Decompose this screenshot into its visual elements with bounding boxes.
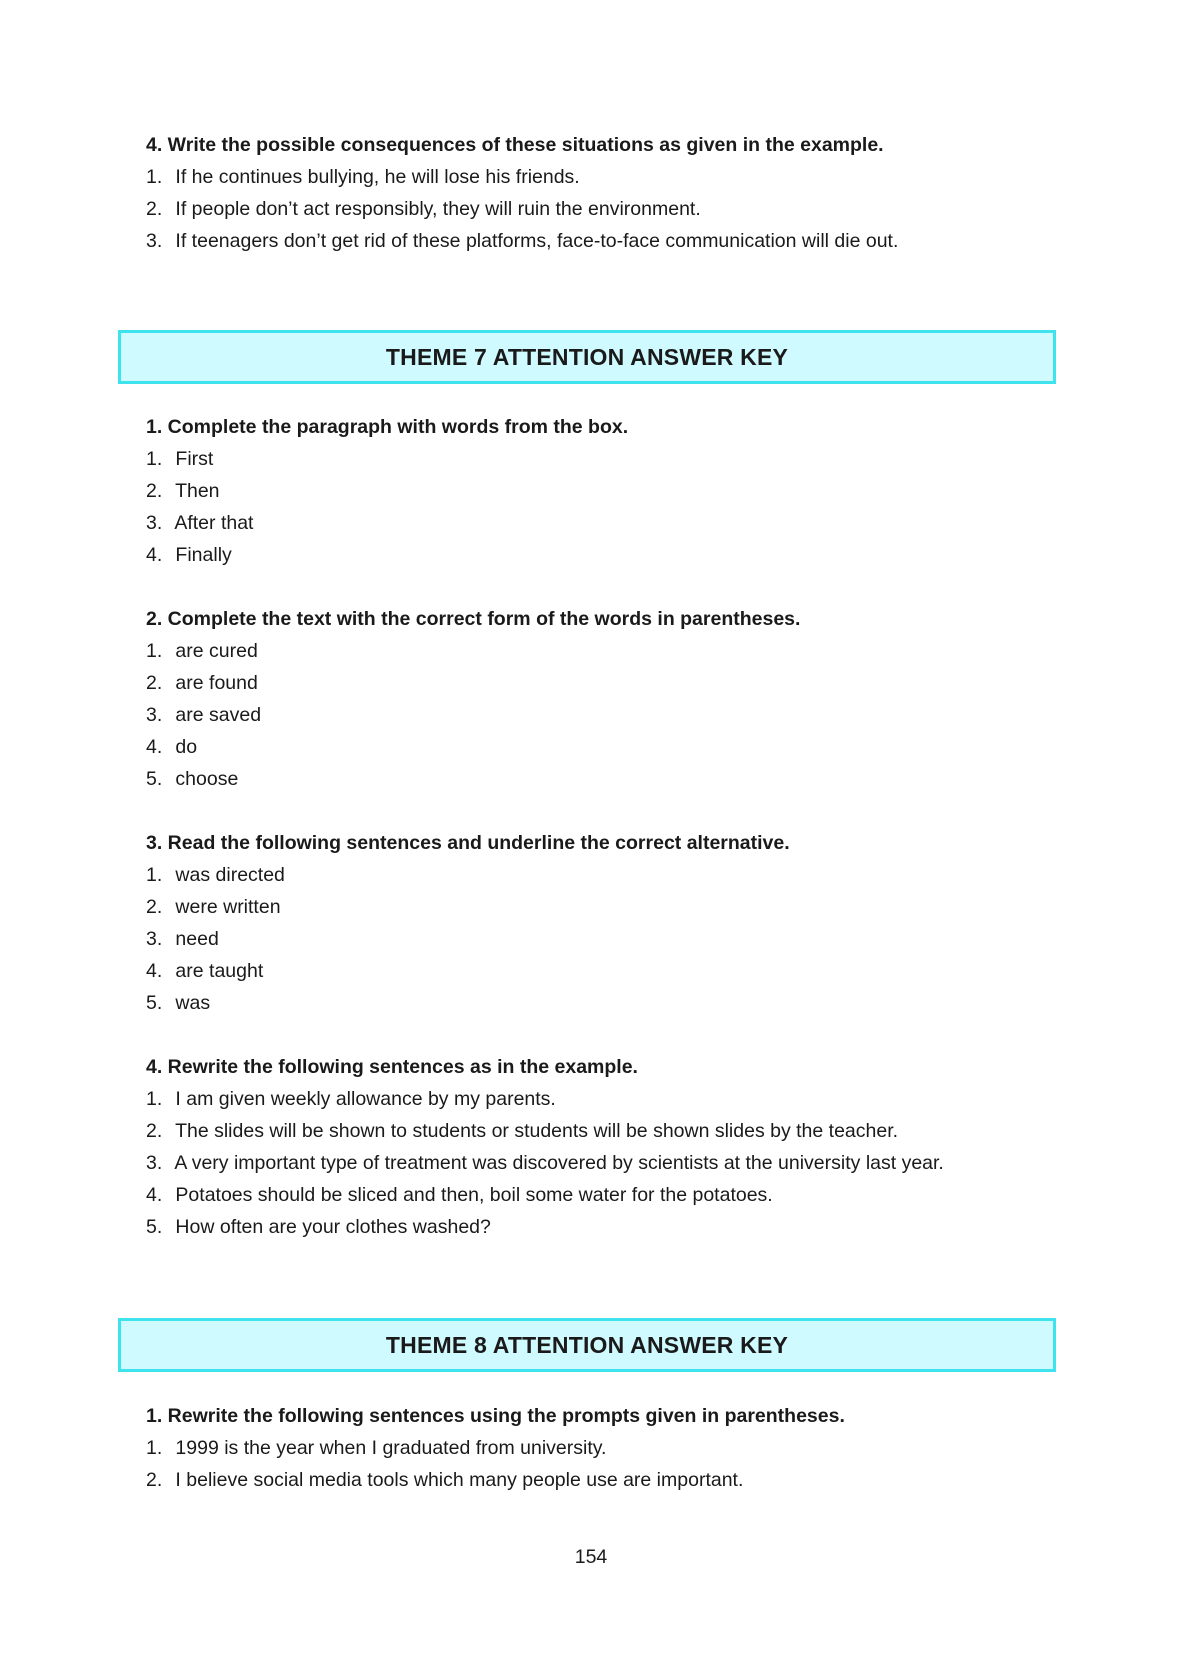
exercise-heading: 2. Complete the text with the correct form of the words in parentheses. [146,608,801,630]
answer-item [146,667,1046,699]
theme-8-header [118,1318,1056,1372]
answer-number: 3. [146,928,163,950]
answer-number: 4. [146,960,163,982]
page-number: 154 [574,1546,608,1568]
answer-item [146,923,1046,955]
answer-number: 5. [146,992,163,1014]
answer-text: are cured [175,640,258,662]
answer-item [146,1147,1046,1179]
answer-number: 4. [146,1184,163,1206]
answer-item [146,987,1046,1019]
exercise-block [146,603,1046,795]
theme-7-header [118,330,1056,384]
exercise-block [146,411,1046,571]
answer-text: I am given weekly allowance by my parents. [175,1088,556,1110]
answer-item [146,859,1046,891]
answer-item [146,699,1046,731]
answer-item [146,475,1046,507]
exercise-heading: 1. Complete the paragraph with words from the box. [146,416,629,438]
answer-number: 1. [146,640,163,662]
exercise-block [146,1051,1046,1243]
answer-number: 1. [146,1088,163,1110]
answer-number: 2. [146,1469,163,1491]
answer-number: 2. [146,896,163,918]
answer-text: was directed [175,864,285,886]
answer-number: 4. [146,544,163,566]
answer-number: 3. [146,704,163,726]
answer-text: Then [175,480,220,502]
answer-number: 1. [146,166,163,188]
answer-text: Finally [175,544,232,566]
answer-item [146,193,1046,225]
answer-item [146,731,1046,763]
answer-text: are found [175,672,258,694]
answer-text: If people don’t act responsibly, they will ruin the environment. [175,198,701,220]
answer-text: First [175,448,214,470]
answer-item [146,539,1046,571]
answer-item [146,161,1046,193]
answer-text: 1999 is the year when I graduated from university. [175,1437,607,1459]
answer-number: 3. [146,512,163,534]
answer-number: 2. [146,1120,163,1142]
answer-number: 4. [146,736,163,758]
answer-text: The slides will be shown to students or students will be shown slides by the teacher. [175,1120,899,1142]
answer-item [146,891,1046,923]
answer-number: 1. [146,1437,163,1459]
answer-text: were written [175,896,281,918]
answer-number: 1. [146,864,163,886]
answer-text: How often are your clothes washed? [175,1216,491,1238]
theme-title: THEME 7 ATTENTION ANSWER KEY [385,343,789,370]
exercise-heading: 4. Write the possible consequences of these situations as given in the example. [146,134,884,156]
answer-item [146,635,1046,667]
answer-number: 5. [146,768,163,790]
exercise-heading: 3. Read the following sentences and underline the correct alternative. [146,832,790,854]
answer-text: I believe social media tools which many people use are important. [175,1469,744,1491]
answer-text: If he continues bullying, he will lose his friends. [175,166,580,188]
answer-number: 3. [146,230,163,252]
answer-text: are taught [175,960,264,982]
answer-text: After that [174,512,254,534]
answer-item [146,1464,1046,1496]
exercise-block [146,129,1046,257]
answer-text: need [175,928,219,950]
answer-item [146,1115,1046,1147]
answer-item [146,955,1046,987]
theme-title: THEME 8 ATTENTION ANSWER KEY [385,1331,789,1358]
answer-text: was [175,992,211,1014]
answer-item [146,443,1046,475]
answer-number: 2. [146,672,163,694]
answer-item [146,1083,1046,1115]
answer-text: A very important type of treatment was discovered by scientists at the university last year. [174,1152,944,1174]
answer-item [146,1179,1046,1211]
answer-text: do [175,736,198,758]
answer-number: 1. [146,448,163,470]
answer-item [146,1211,1046,1243]
exercise-heading: 4. Rewrite the following sentences as in the example. [146,1056,638,1078]
answer-number: 5. [146,1216,163,1238]
answer-text: choose [175,768,239,790]
answer-item [146,225,1046,257]
exercise-block [146,827,1046,1019]
answer-number: 3. [146,1152,163,1174]
answer-text: Potatoes should be sliced and then, boil some water for the potatoes. [175,1184,773,1206]
exercise-block [146,1400,1046,1496]
answer-item [146,763,1046,795]
answer-number: 2. [146,198,163,220]
answer-item [146,507,1046,539]
answer-text: are saved [175,704,262,726]
exercise-heading: 1. Rewrite the following sentences using the prompts given in parentheses. [146,1405,845,1427]
answer-number: 2. [146,480,163,502]
answer-item [146,1432,1046,1464]
answer-text: If teenagers don’t get rid of these platforms, face-to-face communication will die out. [175,230,899,252]
